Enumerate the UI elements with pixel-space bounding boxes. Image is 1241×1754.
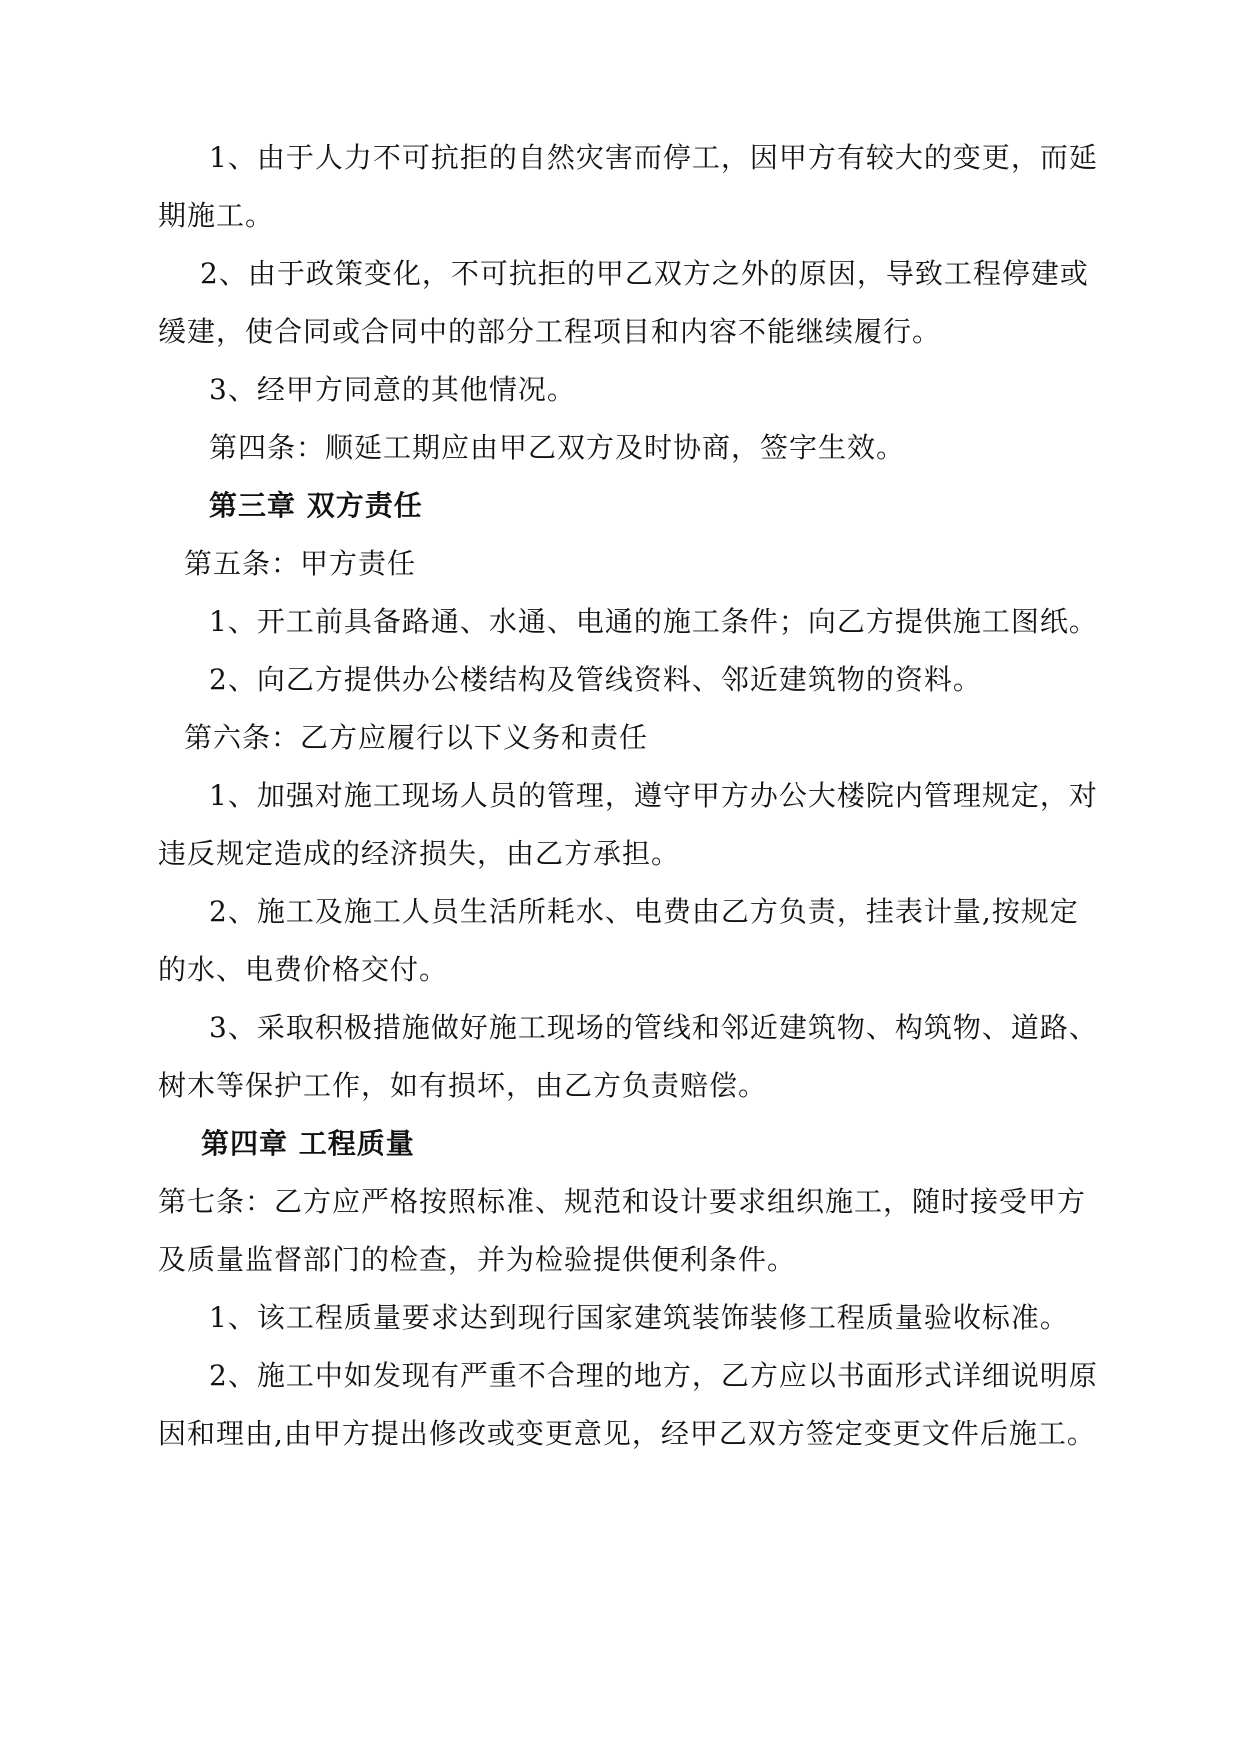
clause-6-item-3-line-1: 3、采取积极措施做好施工现场的管线和邻近建筑物、构筑物、道路、 (209, 1011, 1098, 1044)
clause-6-item-2-line-2: 的水、电费价格交付。 (158, 953, 449, 986)
clause-7-item-2-line-1: 2、施工中如发现有严重不合理的地方，乙方应以书面形式详细说明原 (209, 1359, 1098, 1392)
clause-3-item-1-line-2: 期施工。 (158, 199, 275, 232)
clause-4: 第四条：顺延工期应由甲乙双方及时协商，签字生效。 (209, 431, 906, 464)
clause-7-line-1: 第七条：乙方应严格按照标准、规范和设计要求组织施工，随时接受甲方 (158, 1185, 1087, 1218)
chapter-4-heading: 第四章 工程质量 (201, 1127, 415, 1160)
chapter-3-heading: 第三章 双方责任 (209, 489, 423, 522)
clause-7-line-2: 及质量监督部门的检查，并为检验提供便利条件。 (158, 1243, 797, 1276)
clause-5-item-2: 2、向乙方提供办公楼结构及管线资料、邻近建筑物的资料。 (209, 663, 982, 696)
clause-3-item-1-line-1: 1、由于人力不可抗拒的自然灾害而停工，因甲方有较大的变更，而延 (209, 141, 1098, 174)
clause-6-item-2-line-1: 2、施工及施工人员生活所耗水、电费由乙方负责，挂表计量,按规定 (209, 895, 1079, 928)
clause-3-item-2-line-1: 2、由于政策变化，不可抗拒的甲乙双方之外的原因，导致工程停建或 (200, 257, 1089, 290)
clause-3-item-2-line-2: 缓建，使合同或合同中的部分工程项目和内容不能继续履行。 (158, 315, 942, 348)
clause-6-item-3-line-2: 树木等保护工作，如有损坏，由乙方负责赔偿。 (158, 1069, 768, 1102)
clause-5-heading: 第五条：甲方责任 (184, 547, 417, 580)
clause-7-item-2-line-2: 因和理由,由甲方提出修改或变更意见，经甲乙双方签定变更文件后施工。 (158, 1417, 1096, 1450)
clause-3-item-3: 3、经甲方同意的其他情况。 (209, 373, 576, 406)
clause-6-heading: 第六条：乙方应履行以下义务和责任 (184, 721, 649, 754)
clause-5-item-1: 1、开工前具备路通、水通、电通的施工条件；向乙方提供施工图纸。 (209, 605, 1098, 638)
clause-6-item-1-line-1: 1、加强对施工现场人员的管理，遵守甲方办公大楼院内管理规定，对 (209, 779, 1098, 812)
clause-7-item-1: 1、该工程质量要求达到现行国家建筑装饰装修工程质量验收标准。 (209, 1301, 1069, 1334)
clause-6-item-1-line-2: 违反规定造成的经济损失，由乙方承担。 (158, 837, 681, 870)
